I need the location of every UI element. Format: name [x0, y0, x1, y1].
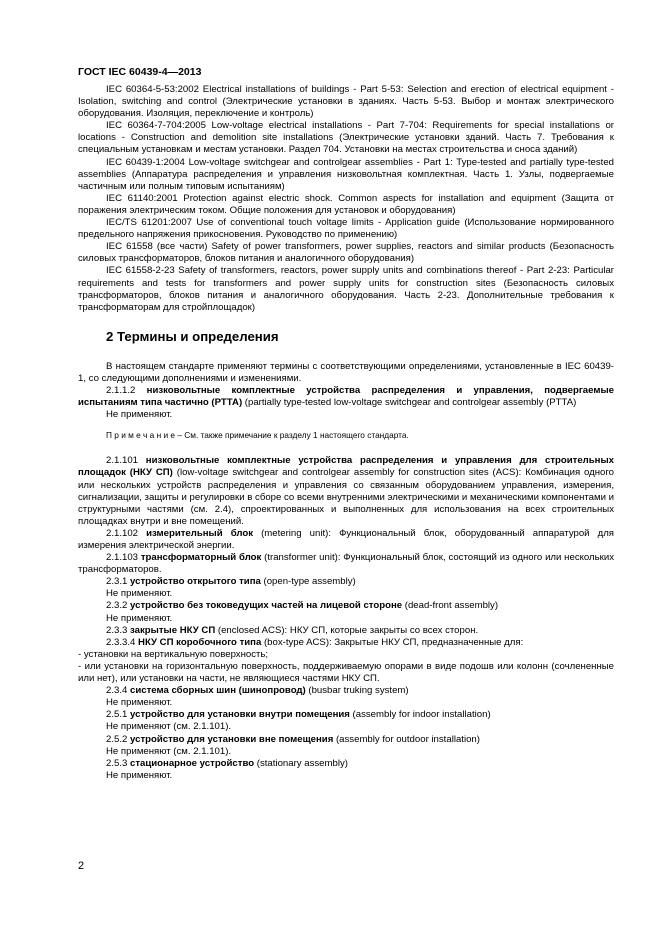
- term-number: 2.3.1: [106, 576, 131, 588]
- term-name: система сборных шин (шинопровод): [130, 685, 306, 697]
- term-definition: [78, 576, 614, 588]
- term-definition: [78, 734, 614, 746]
- term-not-applied: Не применяют (см. 2.1.101).: [106, 721, 232, 733]
- reference-item: IEC 60439-1:2004 Low-voltage switchgear and controlgear assemblies - Part 1: Type-tested and partially type-tested assemblies (Аппаратура распределения и управления низковольтная комплектная. Часть 1. Узлы, подвергаемые частичным или полным типовым испытаниям): [78, 156, 614, 192]
- term-name: устройство для установки внутри помещения: [130, 709, 350, 721]
- term-number: 2.3.4: [106, 685, 131, 697]
- term-number: 2.3.3.4: [106, 636, 139, 648]
- term-text: (metering unit): Функциональный блок, оборудованный аппаратурой для измерения электрической энергии.: [78, 527, 614, 551]
- term-name: трансформаторный блок: [140, 552, 262, 564]
- reference-item: IEC 61558 (все части) Safety of power transformers, power supplies, reactors and similar products (Безопасность силовых трансформаторов, блоков питания и аналогичного оборудования): [78, 241, 614, 265]
- term-text: (low-voltage switchgear and controlgear assembly for construction sites (ACS): Комбинация одного или нескольких устройств распределения и управления со связанным оборудованием управления, измерения, сигнализации, защиты и регулировки в сборе со всеми внутренними электрическими и механическими компонентами и структурными частями (см. 2.4), спроектированных и выполненных для использования на всех строительных площадках внутри и вне помещений.: [78, 467, 614, 527]
- term-text: (assembly for indoor installation): [349, 709, 491, 721]
- term-not-applied: Не применяют (см. 2.1.101).: [106, 745, 232, 757]
- term-text: (assembly for outdoor installation): [333, 733, 480, 745]
- reference-item: IEC/TS 61201:2007 Use of conventional touch voltage limits - Application guide (Использование нормированного предельного напряжения прикосновения. Руководство по применению): [78, 217, 614, 241]
- list-item: - установки на вертикальную поверхность;: [78, 648, 269, 660]
- term-number: 2.5.3: [106, 757, 131, 769]
- document-body: [78, 84, 614, 782]
- term-name: стационарное устройство: [130, 757, 255, 769]
- term-text: (box-type ACS): Закрытые НКУ СП, предназначенные для:: [261, 636, 524, 648]
- term-text: (transformer unit): Функциональный блок, состоящий из одного или нескольких трансформаторов.: [78, 552, 614, 576]
- term-definition: [78, 455, 614, 528]
- term-text: (stationary assembly): [254, 757, 348, 769]
- term-text: (enclosed ACS): НКУ СП, которые закрыты со всех сторон.: [215, 624, 479, 636]
- term-not-applied: Не применяют.: [106, 697, 173, 709]
- note: П р и м е ч а н и е – См. также примечание к разделу 1 настоящего стандарта.: [106, 430, 409, 441]
- term-number: 2.3.3: [106, 624, 131, 636]
- term-definition: [78, 637, 614, 649]
- term-name: закрытые НКУ СП: [130, 624, 216, 636]
- term-name: устройство без токоведущих частей на лицевой стороне: [130, 600, 403, 612]
- section-heading: 2 Термины и определения: [106, 328, 279, 344]
- term-number: 2.5.1: [106, 709, 131, 721]
- term-not-applied: Не применяют.: [106, 612, 173, 624]
- reference-item: IEC 60364-5-53:2002 Electrical installations of buildings - Part 5-53: Selection and erection of electrical equipment - Isolation, switching and control (Электрические установки в зданиях. Часть 5-53. Выбор и монтаж электрического оборудования. Изоляция, переключение и контроль): [78, 84, 614, 120]
- term-text: (busbar truking system): [305, 685, 409, 697]
- term-not-applied: Не применяют.: [106, 409, 173, 421]
- term-name: НКУ СП коробочного типа: [138, 636, 262, 648]
- term-name: устройство для установки вне помещения: [130, 733, 334, 745]
- term-name: низковольтные комплектные устройства распределения и управления для строительных площадок (НКУ СП): [78, 455, 614, 479]
- term-not-applied: Не применяют.: [106, 588, 173, 600]
- term-definition: [78, 709, 614, 721]
- document-header: ГОСТ IEC 60439-4—2013: [78, 66, 202, 78]
- term-number: 2.1.101: [106, 455, 146, 467]
- list-item: - или установки на горизонтальную поверхность, поддерживаемую опорами в виде подошв или колонн (сочлененные или нет), или установки на части, не являющиеся частями НКУ СП.: [78, 660, 614, 685]
- page-number: 2: [78, 860, 85, 872]
- term-name: низковольтные комплектные устройства распределения и управления, подвергаемые испытаниям типа частично (РТТА): [78, 384, 614, 409]
- term-definition: [78, 625, 614, 637]
- term-number: 2.1.1.2: [106, 384, 147, 396]
- term-number: 2.1.103: [106, 552, 141, 564]
- term-number: 2.5.2: [106, 733, 131, 745]
- term-definition: [78, 552, 614, 576]
- section-intro: В настоящем стандарте применяют термины с соответствующими определениями, установленные в IEC 60439-1, со следующими дополнениями и изменениями.: [78, 360, 614, 384]
- reference-item: IEC 60364-7-704:2005 Low-voltage electrical installations - Part 7-704: Requirements for special installations or locations - Construction and demolition site installations (Электрические установки зданий. Часть 7. Требования к специальным установкам и местам установки. Раздел 704. Установки на местах строительства и сноса зданий): [78, 120, 614, 156]
- term-definition: [78, 600, 614, 612]
- term-text: (open-type assembly): [260, 576, 356, 588]
- term-number: 2.1.102: [106, 527, 147, 539]
- term-definition: [78, 758, 614, 770]
- reference-item: IEC 61140:2001 Protection against electric shock. Common aspects for installation and equipment (Защита от поражения электрическим током. Общие положения для установок и оборудования): [78, 192, 614, 216]
- term-definition: [78, 528, 614, 552]
- term-not-applied: Не применяют.: [106, 769, 173, 781]
- term-text: (dead-front assembly): [402, 600, 499, 612]
- term-text: (partially type-tested low-voltage switchgear and controlgear assembly (PTTA): [242, 397, 577, 409]
- term-name: измерительный блок: [146, 527, 254, 539]
- term-number: 2.3.2: [106, 600, 131, 612]
- term-name: устройство открытого типа: [130, 576, 261, 588]
- reference-item: IEC 61558-2-23 Safety of transformers, reactors, power supply units and combinations thereof - Part 2-23: Particular requirements and tests for transformers and power supply units for construction sites (Безопасность силовых трансформаторов, блоков питания и аналогичного оборудования. Часть 2-23. Дополнительные требования к трансформаторам для стройплощадок): [78, 265, 614, 313]
- term-definition: [78, 385, 614, 409]
- term-definition: [78, 685, 614, 697]
